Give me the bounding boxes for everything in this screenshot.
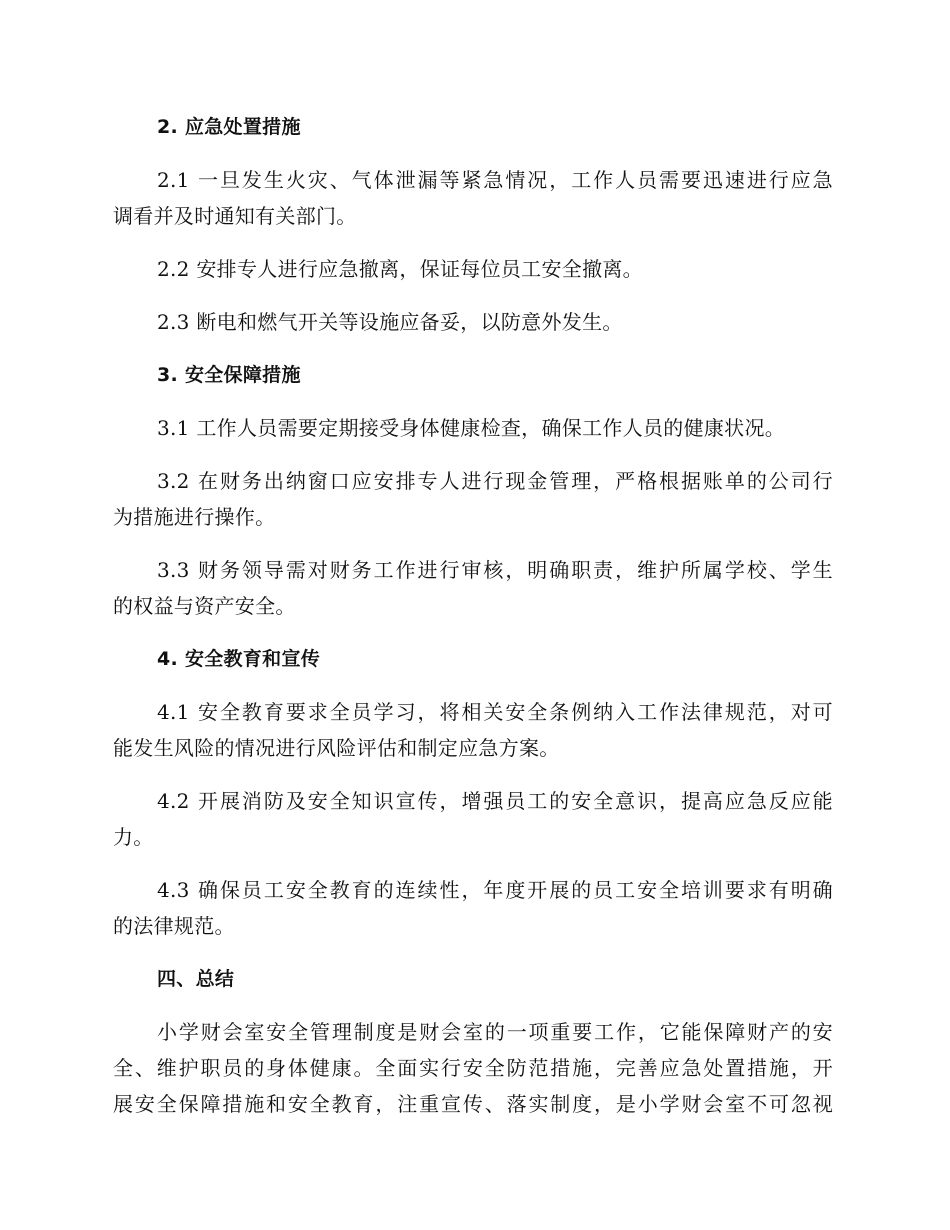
paragraph-line: 4.1 安全教育要求全员学习，将相关安全条例纳入工作法律规范，对可 [157, 700, 833, 724]
paragraph-line: 调看并及时通知有关部门。 [113, 204, 357, 228]
paragraph-line: 3.2 在财务出纳窗口应安排专人进行现金管理，严格根据账单的公司行 [157, 469, 833, 493]
section-heading: 4. 安全教育和宣传 [157, 648, 321, 670]
paragraph-line: 的法律规范。 [113, 914, 235, 938]
paragraph-line: 全、维护职员的身体健康。全面实行安全防范措施，完善应急处置措施，开 [113, 1056, 833, 1080]
section-heading: 2. 应急处置措施 [157, 116, 301, 138]
section-heading: 3. 安全保障措施 [157, 364, 301, 386]
paragraph-line: 4.2 开展消防及安全知识宣传，增强员工的安全意识，提高应急反应能 [157, 789, 833, 813]
paragraph-line: 小学财会室安全管理制度是财会室的一项重要工作，它能保障财产的安 [157, 1020, 833, 1044]
paragraph-line: 展安全保障措施和安全教育，注重宣传、落实制度，是小学财会室不可忽视 [113, 1092, 833, 1116]
paragraph-line: 2.3 断电和燃气开关等设施应备妥，以防意外发生。 [157, 310, 623, 334]
paragraph-line: 力。 [113, 825, 154, 849]
paragraph-line: 3.3 财务领导需对财务工作进行审核，明确职责，维护所属学校、学生 [157, 558, 833, 582]
paragraph-line: 的权益与资产安全。 [113, 594, 296, 618]
paragraph-line: 4.3 确保员工安全教育的连续性，年度开展的员工安全培训要求有明确 [157, 878, 833, 902]
paragraph-line: 3.1 工作人员需要定期接受身体健康检查，确保工作人员的健康状况。 [157, 416, 786, 440]
paragraph-line: 能发生风险的情况进行风险评估和制定应急方案。 [113, 736, 560, 760]
paragraph-line: 为措施进行操作。 [113, 505, 276, 529]
paragraph-line: 2.1 一旦发生火灾、气体泄漏等紧急情况，工作人员需要迅速进行应急 [157, 168, 833, 192]
section-heading: 四、总结 [157, 968, 235, 990]
paragraph-line: 2.2 安排专人进行应急撤离，保证每位员工安全撤离。 [157, 257, 643, 281]
